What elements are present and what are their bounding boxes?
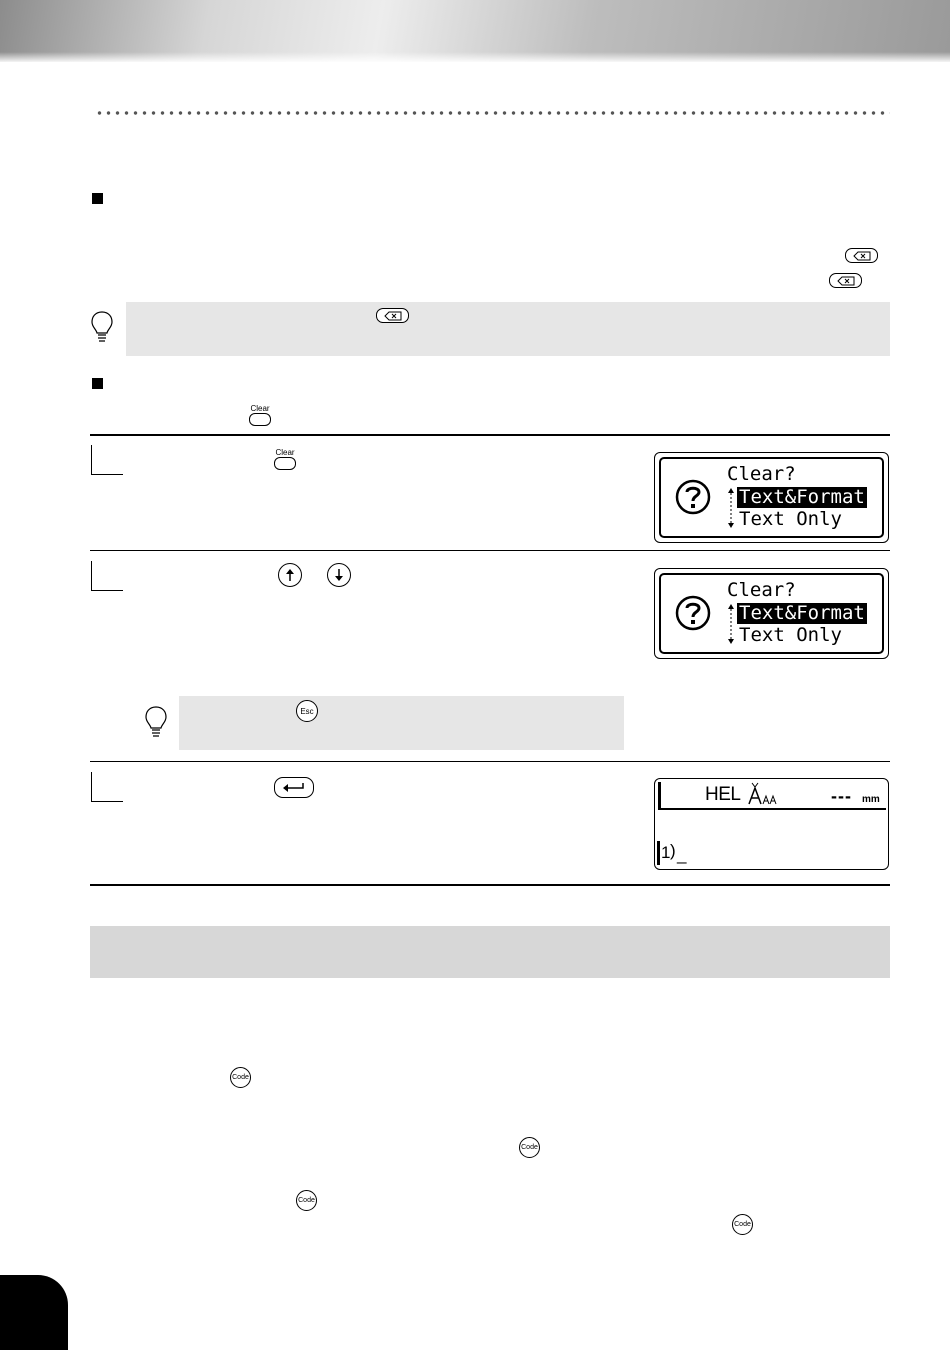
- code-key-label: Code: [298, 1197, 315, 1204]
- enter-return-icon: [282, 782, 306, 794]
- lcd-clear-screen: [654, 568, 889, 659]
- code-key: [519, 1137, 540, 1158]
- lcd-status-text: HEL: [705, 784, 741, 805]
- lightbulb-hint-icon: [90, 310, 114, 346]
- lcd-option: Text Only: [739, 624, 842, 646]
- esc-key: [296, 700, 318, 722]
- clear-key-cap: [249, 413, 271, 426]
- steps-bottom-rule: [90, 884, 890, 886]
- tip-box: [126, 302, 890, 356]
- down-arrow-key: [327, 563, 351, 587]
- backspace-x-icon: [384, 311, 402, 321]
- down-arrow-icon: [333, 568, 345, 582]
- lcd-length-readout: ---: [831, 786, 852, 806]
- code-key-label: Code: [734, 1221, 751, 1228]
- lcd-status-underline: [658, 808, 886, 810]
- code-key: [230, 1067, 251, 1088]
- question-mark-icon: [674, 478, 712, 516]
- lcd-home-screen: [654, 778, 889, 870]
- backspace-x-icon: [837, 276, 855, 286]
- clear-key-label: Clear: [275, 448, 295, 457]
- question-mark-icon: [674, 594, 712, 632]
- lcd-clear-screen: [654, 452, 889, 543]
- step-3-marker: [91, 772, 123, 802]
- code-key-label: Code: [521, 1144, 538, 1151]
- code-key: [732, 1214, 753, 1235]
- clear-key: [274, 448, 296, 470]
- clear-key: [249, 404, 271, 426]
- steps-top-rule: [90, 434, 890, 436]
- section-bullet-square: [92, 378, 103, 389]
- up-arrow-key: [278, 563, 302, 587]
- backspace-key: [845, 248, 878, 263]
- lcd-line-bracket: ): [670, 841, 676, 860]
- esc-key-label: Esc: [300, 706, 314, 716]
- scroll-updown-arrow-icon: [728, 487, 734, 529]
- lcd-option: Text Only: [739, 508, 842, 530]
- lcd-option-selected: Text&Format: [739, 486, 865, 508]
- lightbulb-hint-icon: [144, 705, 168, 741]
- backspace-key: [376, 308, 409, 323]
- step-2-marker: [91, 561, 123, 591]
- code-key: [296, 1190, 317, 1211]
- step-divider: [90, 761, 890, 762]
- backspace-key: [829, 273, 862, 288]
- section-heading-bar: [90, 926, 890, 978]
- tip-box: [179, 696, 624, 750]
- lcd-prompt: Clear?: [727, 463, 796, 485]
- font-size-indicator-icon: [748, 782, 782, 806]
- lcd-line-marker: 1: [661, 843, 671, 862]
- lcd-prompt: Clear?: [727, 579, 796, 601]
- header-gradient-band: [0, 0, 950, 62]
- lcd-option-selected: Text&Format: [739, 602, 865, 624]
- lcd-line-edge: [657, 841, 660, 865]
- step-1-marker: [91, 445, 123, 475]
- enter-key: [274, 777, 314, 798]
- page-side-tab: [0, 1275, 68, 1350]
- backspace-x-icon: [853, 251, 871, 261]
- code-key-label: Code: [232, 1074, 249, 1081]
- section-bullet-square: [92, 193, 103, 204]
- scroll-updown-arrow-icon: [728, 603, 734, 645]
- clear-key-label: Clear: [250, 404, 270, 413]
- dotted-divider: [95, 110, 890, 116]
- lcd-cursor: _: [677, 845, 687, 864]
- lcd-status-edge: [658, 782, 661, 808]
- lcd-length-unit: mm: [862, 794, 880, 805]
- clear-key-cap: [274, 457, 296, 470]
- step-divider: [90, 550, 890, 551]
- up-arrow-icon: [284, 568, 296, 582]
